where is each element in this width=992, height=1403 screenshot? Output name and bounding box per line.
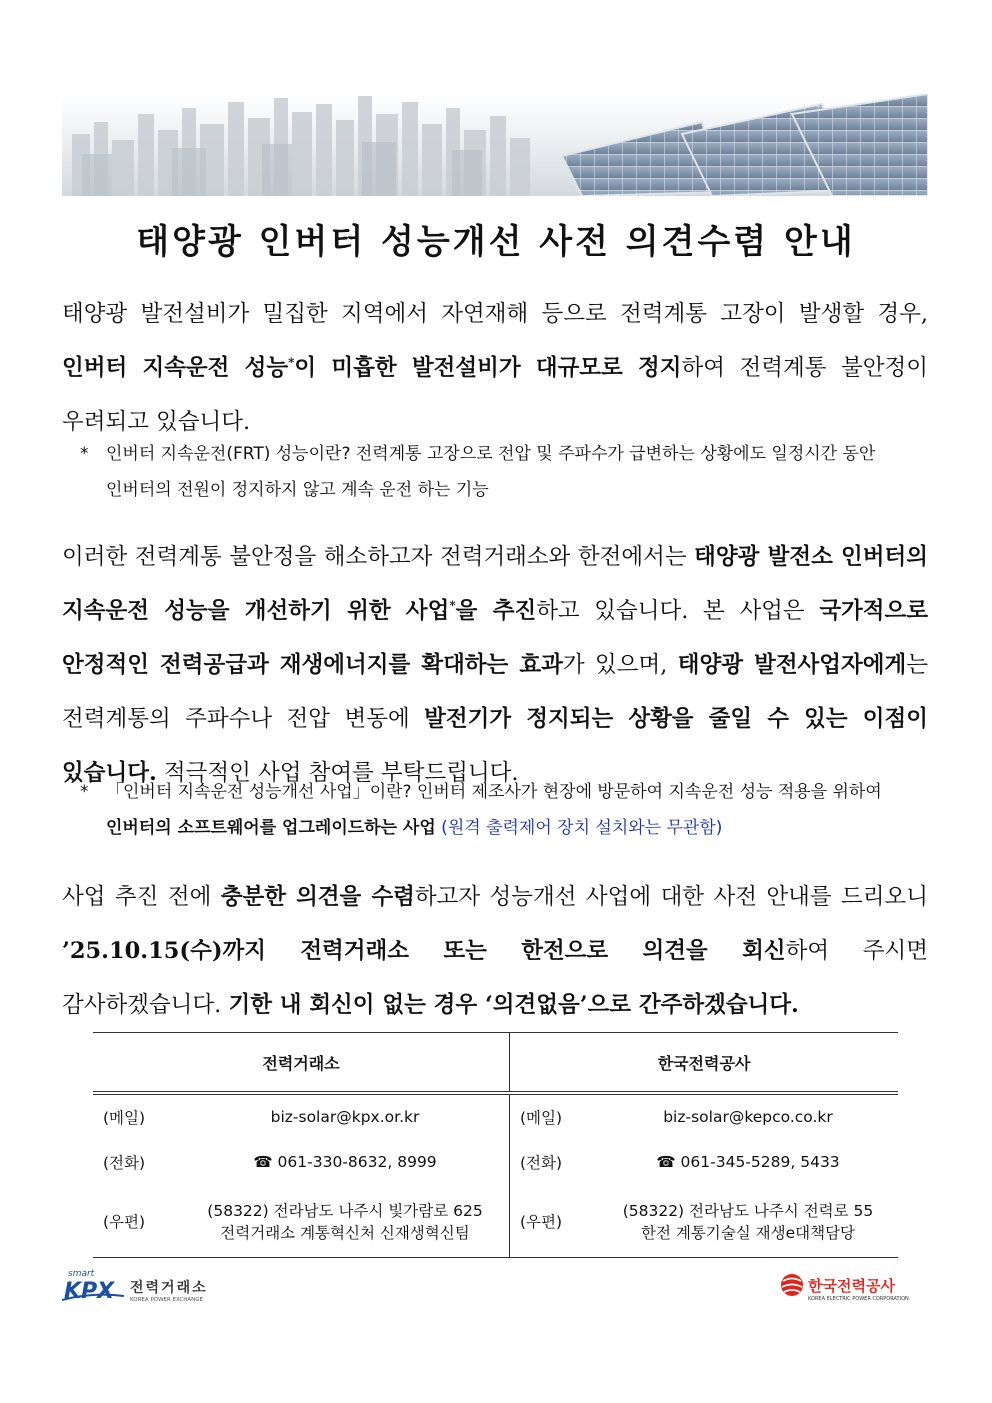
svg-text:한국전력공사: 한국전력공사 (808, 1277, 895, 1295)
kepco-address (598, 1185, 898, 1258)
svg-text:smart: smart (68, 1269, 95, 1279)
page-title: 태양광 인버터 성능개선 사전 의견수렴 안내 (136, 222, 856, 262)
footnote-star: * (80, 782, 89, 802)
phone-label: (전화) (103, 1154, 146, 1172)
feedback-paragraph (62, 870, 928, 1032)
project-bold-2: 국가적으로 안정적인 전력공급과 재생에너지를 확대하는 효과 (62, 598, 928, 678)
intro-paragraph (62, 287, 928, 449)
svg-text:KOREA ELECTRIC POWER CORPORATI: KOREA ELECTRIC POWER CORPORATION (808, 1296, 909, 1302)
header-banner-image (62, 94, 928, 196)
kepco-address-line1: (58322) 전라남도 나주시 전력로 55 (622, 1202, 874, 1220)
mail-label: (메일) (520, 1109, 563, 1127)
project-text-1: 이러한 전력계통 불안정을 해소하고자 전력거래소와 한전에서는 (62, 544, 695, 570)
project-text-2: 하고 있습니다. 본 사업은 (536, 598, 820, 624)
frt-footnote (80, 436, 930, 508)
kepco-phone: ☎ 061-345-5289, 5433 (656, 1153, 840, 1171)
intro-bold-1: 인버터 지속운전 성능*이 미흡한 발전설비가 대규모로 정지 (62, 355, 682, 381)
project-footnote (80, 774, 930, 846)
svg-text:KPX: KPX (64, 1279, 115, 1304)
table-row (93, 1093, 898, 1139)
feedback-text-1: 사업 추진 전에 (62, 884, 221, 910)
kpx-email[interactable]: biz-solar@kpx.or.kr (181, 1093, 510, 1139)
post-label: (우편) (510, 1185, 599, 1258)
feedback-bold-2: ’25.10.15(수)까지 전력거래소 또는 한전으로 의견을 회신 (62, 938, 786, 964)
project-bold-1: 태양광 발전소 인버터의 지속운전 성능을 개선하기 위한 사업*을 추진 (62, 544, 928, 624)
mail-label: (메일) (103, 1109, 146, 1127)
project-text-5: 적극적인 사업 참여를 부탁드립니다. (156, 760, 519, 786)
kpx-address-line2: 전력거래소 계통혁신처 신재생혁신팀 (220, 1224, 470, 1242)
table-row (93, 1185, 898, 1258)
post-label: (우편) (93, 1185, 181, 1258)
intro-text-1: 태양광 발전설비가 밀집한 지역에서 자연재해 등으로 전력계통 고장이 발생할 경우, (62, 301, 928, 327)
kpx-address-line1: (58322) 전라남도 나주시 빛가람로 625 (207, 1202, 483, 1220)
phone-label: (전화) (520, 1154, 563, 1172)
footnote-star: * (80, 444, 89, 464)
kpx-logo (62, 1266, 262, 1306)
contact-table (93, 1032, 898, 1258)
svg-text:전력거래소: 전력거래소 (130, 1280, 208, 1296)
kepco-address-line2: 한전 계통기술실 재생e대책담당 (640, 1224, 856, 1242)
project-paragraph (62, 530, 928, 800)
header-kepco: 한국전력공사 (510, 1033, 899, 1094)
footnote-text: 「인버터 지속운전 성능개선 사업」이란? 인버터 제조사가 현장에 방문하여 지속운전 성능 적용을 위하여 (106, 782, 882, 802)
intro-text-2: 하여 전력계통 불안정이 우려되고 있습니다. (62, 355, 928, 435)
kpx-address (181, 1185, 510, 1258)
footnote-remark: (원격 출력제어 장치 설치와는 무관함) (435, 818, 723, 838)
footnote-text: 인버터 지속운전(FRT) 성능이란? 전력계통 고장으로 전압 및 주파수가 급변하는 상황에도 일정시간 동안 인버터의 전원이 정지하지 않고 계속 운전 하는 기능 (106, 444, 876, 500)
header-kpx: 전력거래소 (93, 1033, 510, 1094)
kpx-phone: ☎ 061-330-8632, 8999 (181, 1139, 510, 1185)
kepco-logo (778, 1268, 938, 1306)
project-bold-3: 태양광 발전사업자에게 (677, 652, 907, 678)
project-text-4: 는 전력계통의 주파수나 전압 변동에 (62, 652, 928, 732)
feedback-bold-3: 기한 내 회신이 없는 경우 ‘의견없음’으로 간주하겠습니다. (228, 992, 799, 1018)
svg-text:KOREA POWER EXCHANGE: KOREA POWER EXCHANGE (130, 1297, 204, 1303)
feedback-bold-1: 충분한 의견을 수렴 (220, 884, 415, 910)
project-text-3: 가 있으며, (562, 652, 678, 678)
footnote-bold: 인버터의 소프트웨어를 업그레이드하는 사업 (106, 818, 436, 838)
table-row (93, 1139, 898, 1185)
feedback-text-2: 하고자 성능개선 사업에 대한 사전 안내를 드리오니 (414, 884, 928, 910)
feedback-text-3: 하여 주시면 감사하겠습니다. (62, 938, 929, 1018)
kepco-email[interactable]: biz-solar@kepco.co.kr (663, 1108, 833, 1126)
project-bold-4: 발전기가 정지되는 상황을 줄일 수 있는 이점이 있습니다. (62, 706, 928, 786)
